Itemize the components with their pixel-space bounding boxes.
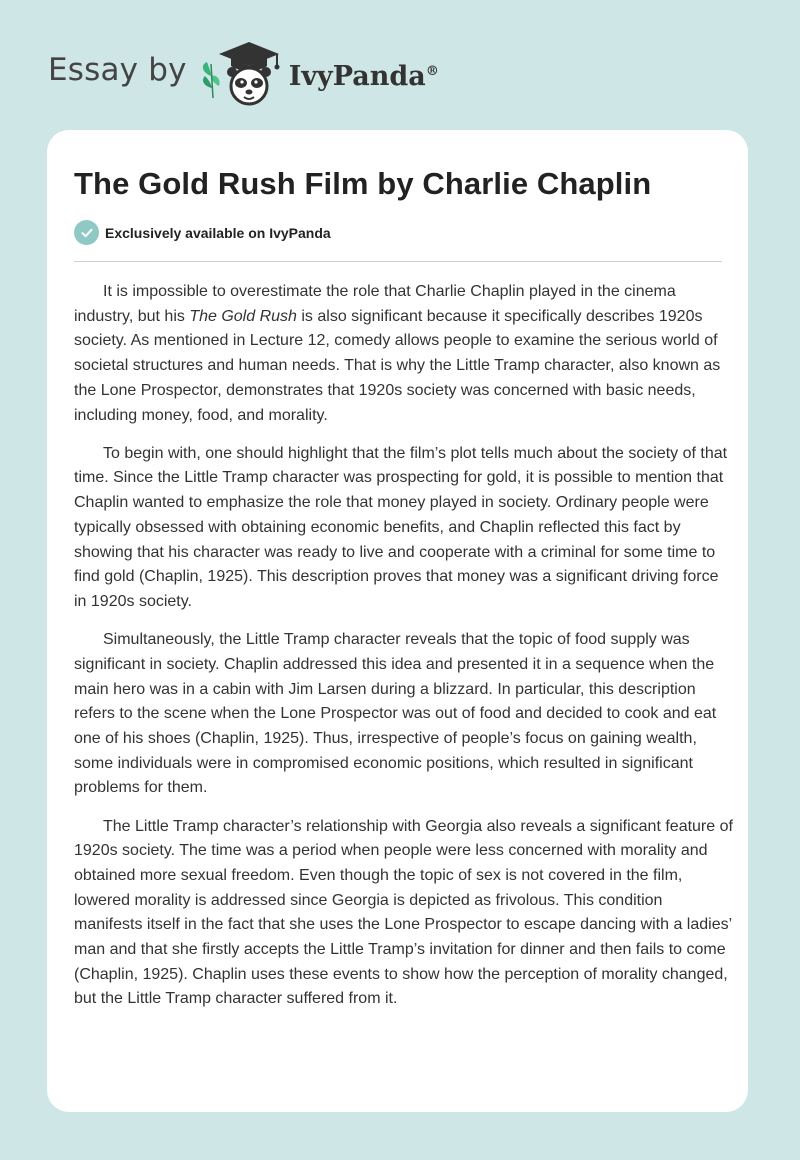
film-title: The Gold Rush: [189, 307, 297, 325]
essay-card: [47, 130, 748, 1112]
paragraph-4: The Little Tramp character’s relationship with Georgia also reveals a significant feature of 1920s society. The time was a period when people were less concerned with morality and obtained more sexual freedom. Even though the topic of sex is not covered in the film, lowered morality is addressed since Georgia is depicted as frivolous. This condition manifests itself in the fact that she uses the Lone Prospector to escape dancing with a ladies’ man and that she firstly accepts the Little Tramp’s invitation for dinner and then fails to come (Chaplin, 1925). Chaplin uses these events to show how the perception of morality changed, but the Little Tramp character suffered from it.: [74, 817, 733, 1008]
check-circle-icon: [74, 220, 99, 245]
site-header: [48, 36, 439, 108]
exclusive-badge-label: Exclusively available on IvyPanda: [105, 224, 331, 241]
title-divider: [74, 261, 722, 262]
brand-name: IvyPanda®: [288, 60, 439, 92]
essay-body: [74, 280, 734, 1026]
paragraph-1: It is impossible to overestimate the role that Charlie Chaplin played in the cinema industry, but his The Gold Rush is also significant because it specifically describes 1920s society. As mentioned in Lecture 12, comedy allows people to examine the serious world of societal structures and human needs. That is why the Little Tramp character, also known as the Lone Prospector, demonstrates that 1920s society was concerned with basic needs, including money, food, and morality.: [74, 283, 721, 424]
panda-graduate-logo-icon: [199, 36, 289, 108]
registered-mark: ®: [425, 63, 439, 79]
essay-by-label: Essay by: [48, 52, 187, 88]
paragraph-3: Simultaneously, the Little Tramp character reveals that the topic of food supply was significant in society. Chaplin addressed this idea and presented it in a sequence when the main hero was in a cabin with Jim Larsen during a blizzard. In particular, this description refers to the scene when the Lone Prospector was out of food and decided to cook and eat one of his shoes (Chaplin, 1925). Thus, irrespective of people’s focus on gaining wealth, some individuals were in compromised economic positions, which resulted in significant problems for them.: [74, 631, 717, 797]
exclusive-badge: [74, 220, 331, 245]
paragraph-2: To begin with, one should highlight that the film’s plot tells much about the society of that time. Since the Little Tramp character was prospecting for gold, it is possible to mention that Chaplin wanted to emphasize the role that money played in society. Ordinary people were typically obsessed with obtaining economic benefits, and Chaplin reflected this fact by showing that his character was ready to live and cooperate with a criminal for some time to find gold (Chaplin, 1925). This description proves that money was a significant driving force in 1920s society.: [74, 444, 728, 610]
page-title: The Gold Rush Film by Charlie Chaplin: [74, 166, 652, 201]
